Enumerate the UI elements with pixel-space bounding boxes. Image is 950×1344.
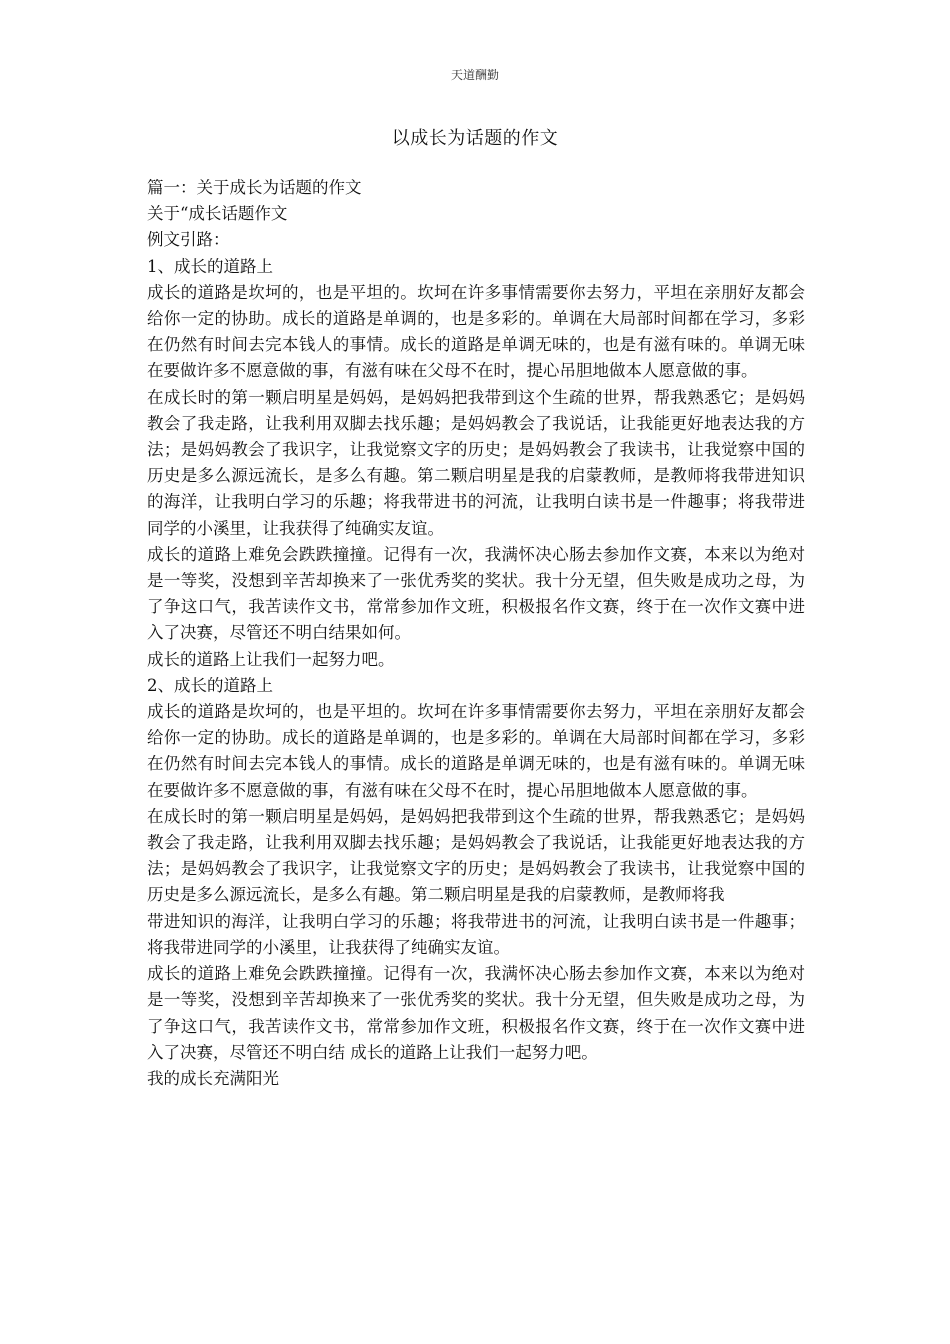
document-body — [147, 175, 805, 1092]
body-paragraph: 带进知识的海洋，让我明白学习的乐趣；将我带进书的河流，让我明白读书是一件趣事；将我带进同学的小溪里，让我获得了纯确实友谊。 — [147, 911, 805, 957]
essay-heading: 2、成长的道路上 — [147, 675, 273, 695]
subheading: 关于“成长话题作文 — [147, 204, 288, 224]
page-header: 天道酬勤 — [450, 68, 499, 82]
body-paragraph: 成长的道路上让我们一起努力吧。 — [147, 649, 395, 669]
body-paragraph: 成长的道路上难免会跌跌撞撞。记得有一次，我满怀决心肠去参加作文赛，本来以为绝对是一等奖，没想到辛苦却换来了一张优秀奖的奖状。我十分无望，但失败是成功之母，为了争这口气，我苦读作文书，常常参加作文班，积极报名作文赛，终于在一次作文赛中进入了决赛，尽管还不明白结果如何。 — [147, 544, 805, 643]
essay-heading: 我的成长充满阳光 — [147, 1068, 279, 1088]
body-paragraph: 在成长时的第一颗启明星是妈妈，是妈妈把我带到这个生疏的世界，帮我熟悉它；是妈妈教会了我走路，让我利用双脚去找乐趣；是妈妈教会了我说话，让我能更好地表达我的方法；是妈妈教会了我识字，让我觉察文字的历史；是妈妈教会了我读书，让我觉察中国的历史是多么源远流长，是多么有趣。第二颗启明星是我的启蒙教师，是教师将我 — [147, 806, 805, 905]
essay-heading: 1、成长的道路上 — [147, 256, 273, 276]
body-paragraph: 在成长时的第一颗启明星是妈妈，是妈妈把我带到这个生疏的世界，帮我熟悉它；是妈妈教会了我走路，让我利用双脚去找乐趣；是妈妈教会了我说话，让我能更好地表达我的方法；是妈妈教会了我识字，让我觉察文字的历史；是妈妈教会了我读书，让我觉察中国的历史是多么源远流长，是多么有趣。第二颗启明星是我的启蒙教师，是教师将我带进知识的海洋，让我明白学习的乐趣；将我带进书的河流，让我明白读书是一件趣事；将我带进同学的小溪里，让我获得了纯确实友谊。 — [147, 387, 805, 538]
body-paragraph: 成长的道路是坎坷的，也是平坦的。坎坷在许多事情需要你去努力，平坦在亲朋好友都会给你一定的协助。成长的道路是单调的，也是多彩的。单调在大局部时间都在学习，多彩在仍然有时间去完本钱人的事情。成长的道路是单调无味的，也是有滋有味的。单调无味在要做许多不愿意做的事，有滋有味在父母不在时，提心吊胆地做本人愿意做的事。 — [147, 282, 805, 381]
body-paragraph: 成长的道路上难免会跌跌撞撞。记得有一次，我满怀决心肠去参加作文赛，本来以为绝对是一等奖，没想到辛苦却换来了一张优秀奖的奖状。我十分无望，但失败是成功之母，为了争这口气，我苦读作文书，常常参加作文班，积极报名作文赛，终于在一次作文赛中进入了决赛，尽管还不明白结 成长的道路上让我们一起努力吧。 — [147, 964, 805, 1062]
document-title: 以成长为话题的作文 — [391, 128, 559, 149]
subheading: 例文引路： — [147, 230, 230, 250]
body-paragraph: 成长的道路是坎坷的，也是平坦的。坎坷在许多事情需要你去努力，平坦在亲朋好友都会给你一定的协助。成长的道路是单调的，也是多彩的。单调在大局部时间都在学习，多彩在仍然有时间去完本钱人的事情。成长的道路是单调无味的，也是有滋有味的。单调无味在要做许多不愿意做的事，有滋有味在父母不在时，提心吊胆地做本人愿意做的事。 — [147, 702, 805, 800]
section-heading: 篇一：关于成长为话题的作文 — [147, 178, 362, 197]
